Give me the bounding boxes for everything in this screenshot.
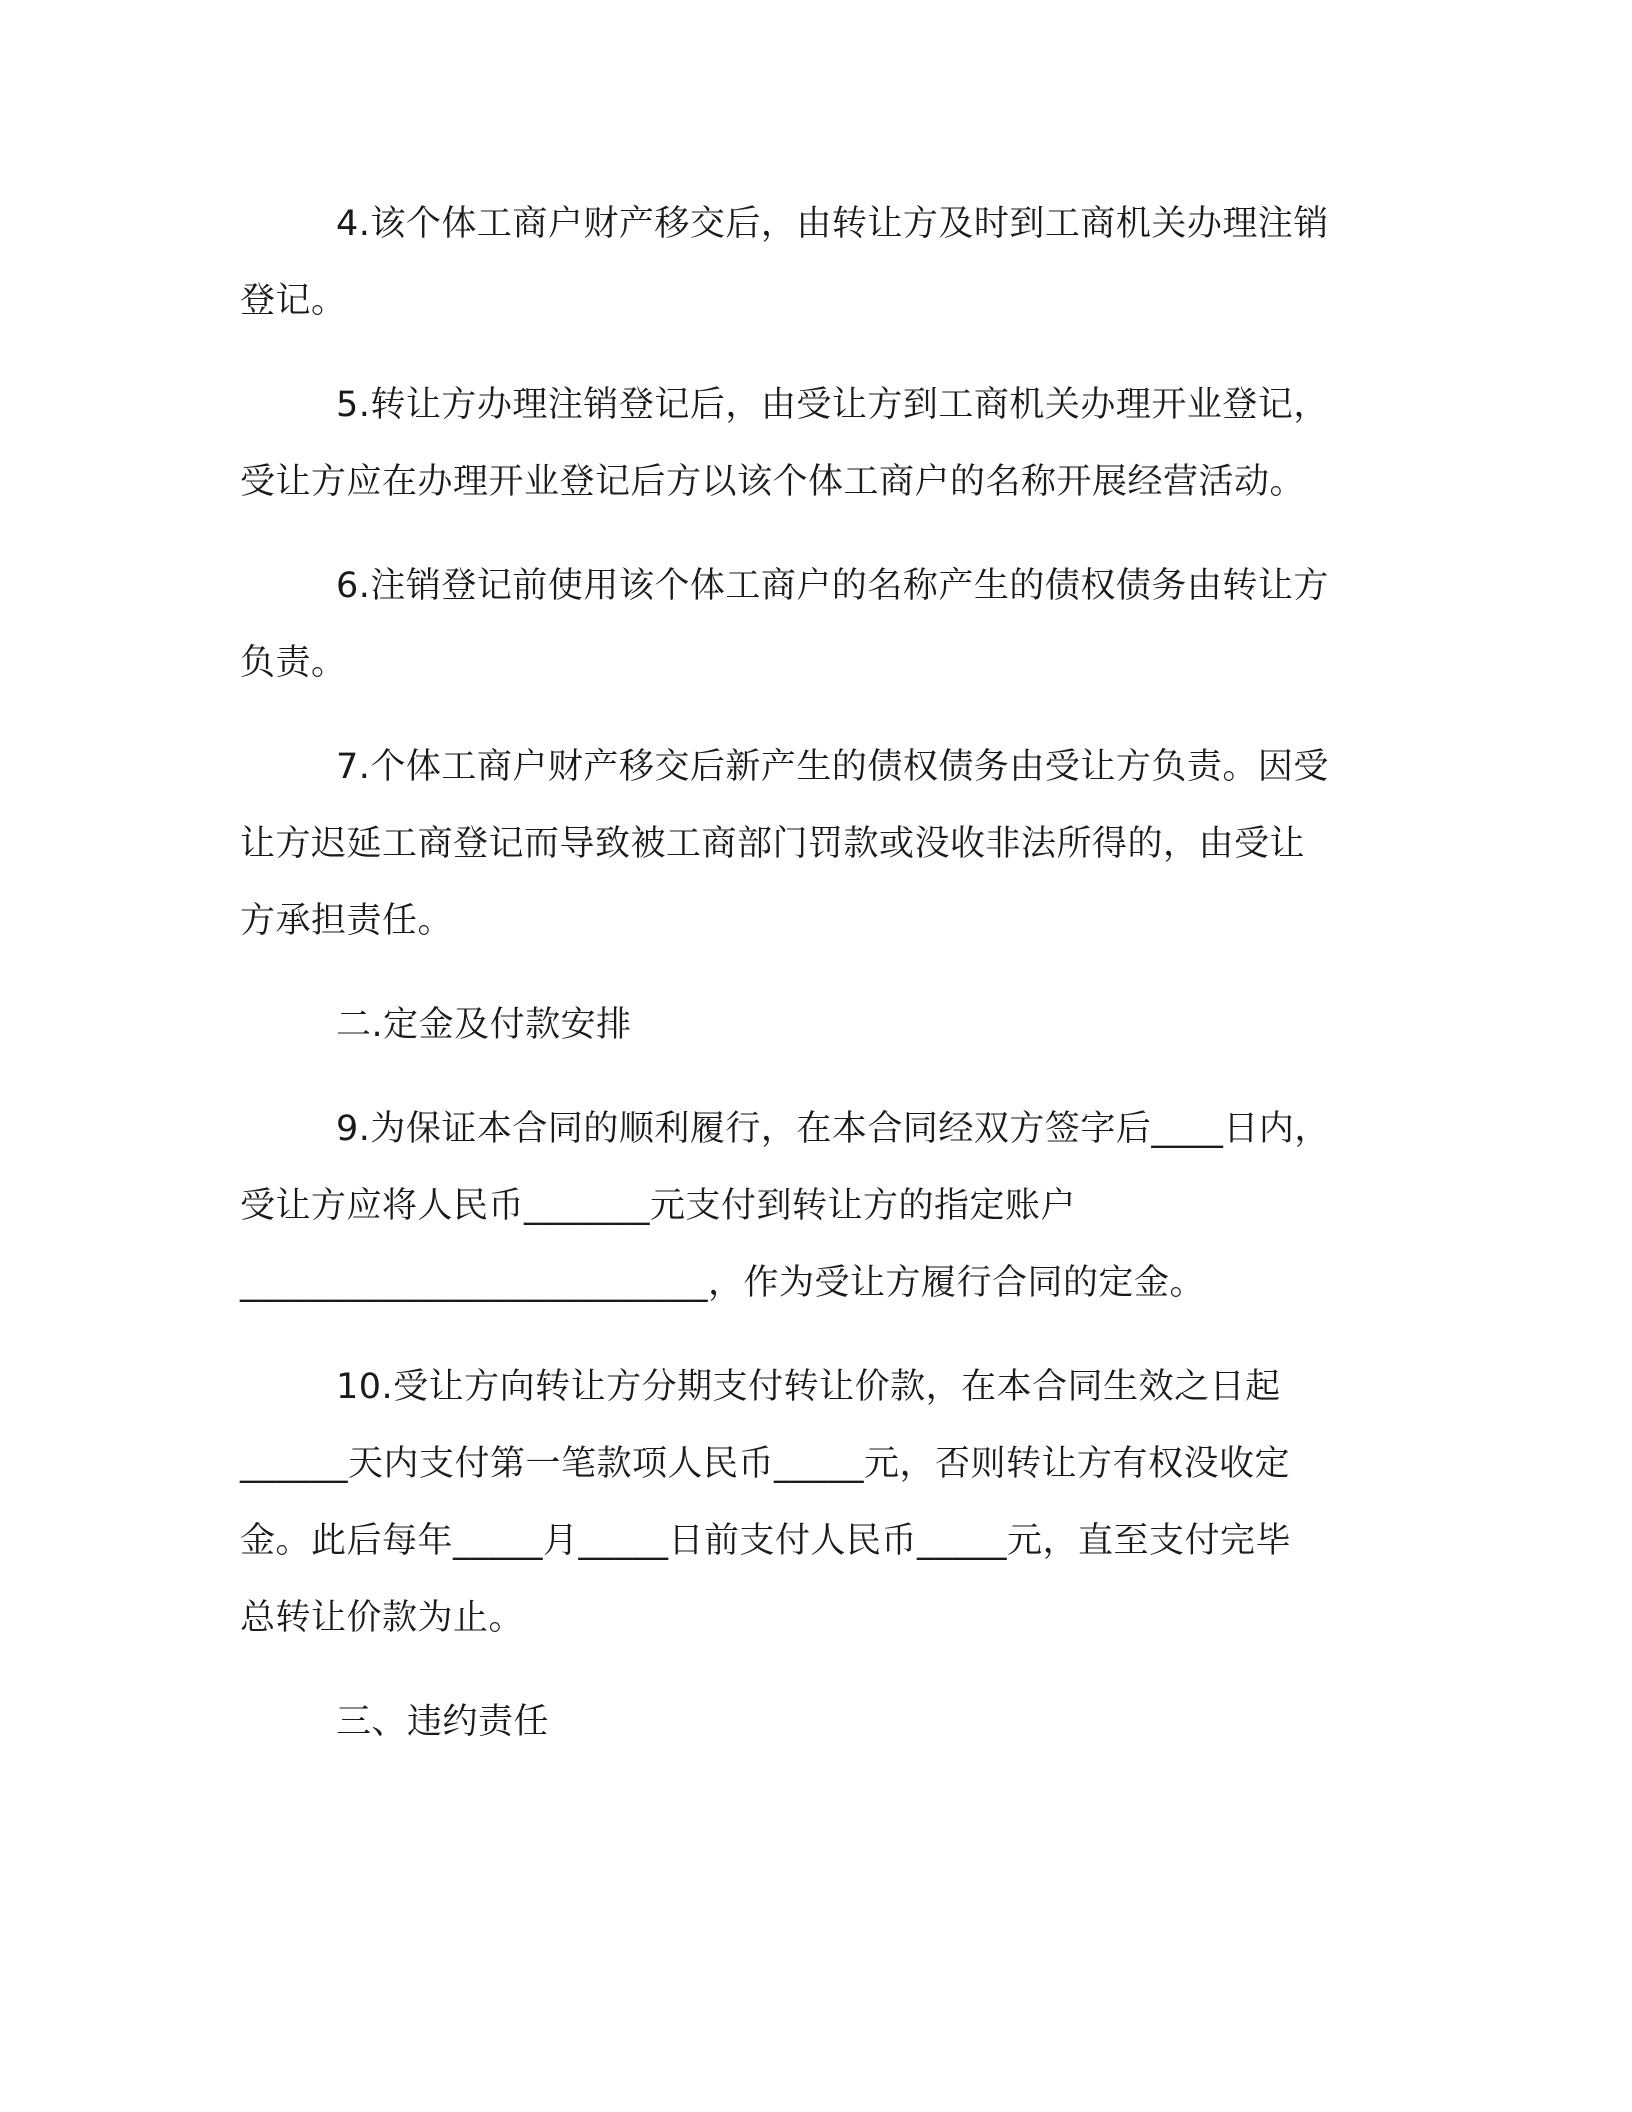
document-body [240,186,1380,1788]
clause-paragraph [240,367,1380,521]
paragraph-line: 方承担责任。 [240,901,454,941]
clause-paragraph [240,548,1380,702]
paragraph-line: 金。此后每年_____月_____日前支付人民币_____元，直至支付完毕 [240,1521,1292,1561]
clause-paragraph [240,729,1380,960]
paragraph-line: 5.转让方办理注销登记后，由受让方到工商机关办理开业登记， [336,385,1329,425]
clause-paragraph [240,186,1380,340]
section-heading: 二.定金及付款安排 [336,1005,632,1045]
paragraph-line: 受让方应将人民币_______元支付到转让方的指定账户 [240,1186,1077,1226]
section-heading: 三、违约责任 [336,1702,550,1742]
paragraph-line: __________________________，作为受让方履行合同的定金。 [240,1263,1206,1303]
paragraph-line: 负责。 [240,643,347,683]
clause-paragraph [240,1091,1380,1322]
paragraph-line: 受让方应在办理开业登记后方以该个体工商户的名称开展经营活动。 [240,462,1306,502]
paragraph-line: 4.该个体工商户财产移交后，由转让方及时到工商机关办理注销 [336,204,1329,244]
clause-paragraph [240,1349,1380,1657]
paragraph-line: 登记。 [240,281,347,321]
paragraph-line: 7.个体工商户财产移交后新产生的债权债务由受让方负责。因受 [336,747,1329,787]
paragraph-line: 10.受让方向转让方分期支付转让价款，在本合同生效之日起 [336,1367,1281,1407]
paragraph-line: 6.注销登记前使用该个体工商户的名称产生的债权债务由转让方 [336,566,1329,606]
paragraph-line: ______天内支付第一笔款项人民币_____元，否则转让方有权没收定 [240,1444,1291,1484]
paragraph-line: 9.为保证本合同的顺利履行，在本合同经双方签字后____日内， [336,1109,1330,1149]
paragraph-line: 让方迟延工商登记而导致被工商部门罚款或没收非法所得的，由受让 [240,824,1306,864]
paragraph-line: 总转让价款为止。 [240,1598,525,1638]
